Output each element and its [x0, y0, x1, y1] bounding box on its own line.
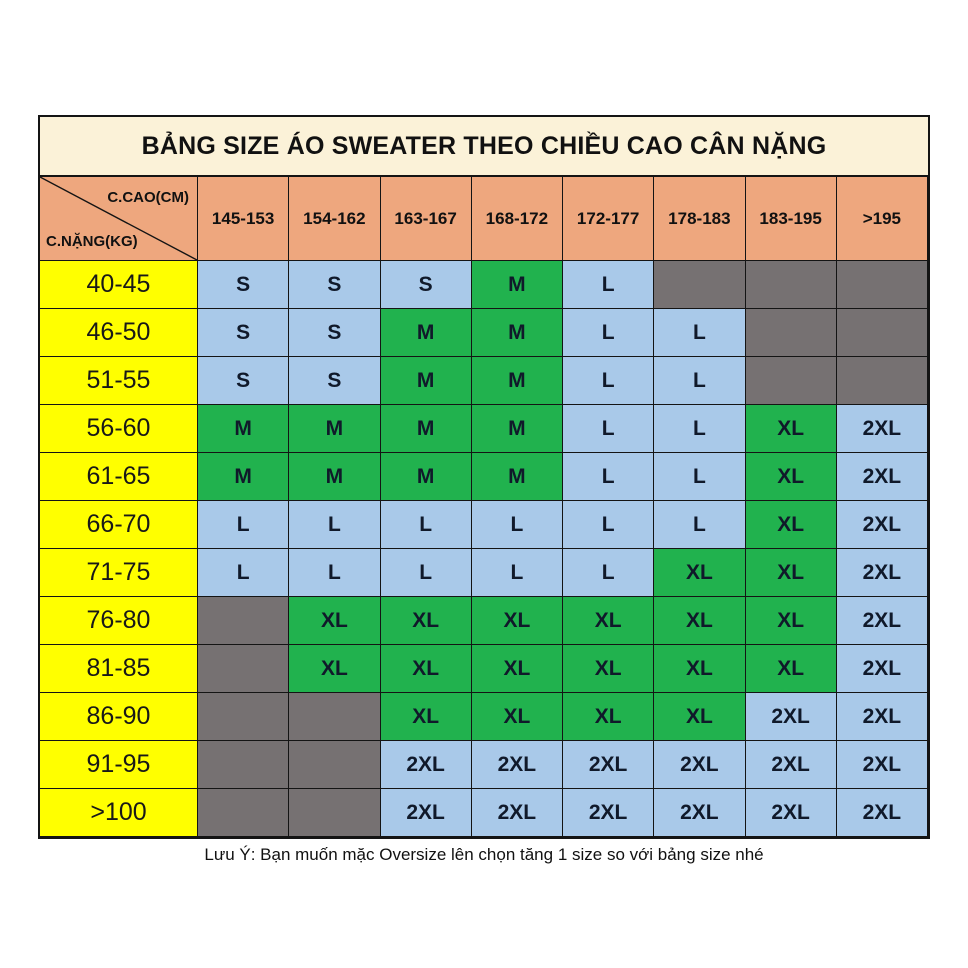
size-cell: 2XL: [654, 741, 745, 789]
size-cell: M: [381, 357, 472, 405]
size-cell: L: [472, 549, 563, 597]
size-cell: L: [563, 453, 654, 501]
weight-row-header: 91-95: [40, 741, 198, 789]
size-cell: S: [381, 261, 472, 309]
empty-cell: [837, 309, 928, 357]
size-cell: XL: [563, 693, 654, 741]
size-cell: M: [198, 453, 289, 501]
size-cell: L: [472, 501, 563, 549]
empty-cell: [198, 741, 289, 789]
size-cell: 2XL: [472, 741, 563, 789]
size-cell: L: [381, 549, 472, 597]
size-cell: M: [381, 405, 472, 453]
size-cell: XL: [746, 597, 837, 645]
size-cell: M: [289, 405, 380, 453]
height-col-header: 163-167: [381, 177, 472, 261]
height-col-header: 168-172: [472, 177, 563, 261]
empty-cell: [289, 741, 380, 789]
empty-cell: [198, 789, 289, 837]
size-cell: 2XL: [381, 741, 472, 789]
corner-header-cell: [40, 177, 198, 261]
size-cell: S: [198, 357, 289, 405]
size-cell: XL: [381, 693, 472, 741]
size-cell: 2XL: [746, 741, 837, 789]
size-cell: L: [381, 501, 472, 549]
size-cell: 2XL: [837, 597, 928, 645]
height-col-header: 183-195: [746, 177, 837, 261]
size-cell: S: [289, 357, 380, 405]
weight-row-header: 71-75: [40, 549, 198, 597]
height-col-header: >195: [837, 177, 928, 261]
empty-cell: [289, 693, 380, 741]
size-cell: L: [563, 309, 654, 357]
size-cell: XL: [381, 597, 472, 645]
size-cell: 2XL: [837, 789, 928, 837]
size-cell: 2XL: [837, 453, 928, 501]
size-cell: L: [563, 501, 654, 549]
size-cell: 2XL: [837, 741, 928, 789]
weight-row-header: 61-65: [40, 453, 198, 501]
empty-cell: [837, 357, 928, 405]
height-col-header: 145-153: [198, 177, 289, 261]
size-cell: S: [289, 261, 380, 309]
weight-row-header: 66-70: [40, 501, 198, 549]
size-cell: 2XL: [837, 549, 928, 597]
footer-note: Lưu Ý: Bạn muốn mặc Oversize lên chọn tăng 1 size so với bảng size nhé: [204, 845, 764, 864]
size-cell: XL: [289, 645, 380, 693]
size-cell: XL: [381, 645, 472, 693]
size-cell: 2XL: [837, 645, 928, 693]
size-cell: XL: [746, 453, 837, 501]
size-cell: XL: [289, 597, 380, 645]
size-cell: XL: [654, 549, 745, 597]
empty-cell: [198, 693, 289, 741]
empty-cell: [198, 645, 289, 693]
size-cell: M: [472, 309, 563, 357]
size-cell: XL: [654, 693, 745, 741]
size-cell: XL: [472, 597, 563, 645]
size-cell: 2XL: [746, 789, 837, 837]
empty-cell: [746, 309, 837, 357]
size-cell: S: [198, 309, 289, 357]
height-col-header: 154-162: [289, 177, 380, 261]
size-cell: 2XL: [837, 501, 928, 549]
height-col-header: 172-177: [563, 177, 654, 261]
size-cell: M: [289, 453, 380, 501]
size-cell: M: [381, 453, 472, 501]
size-cell: L: [654, 501, 745, 549]
height-col-header: 178-183: [654, 177, 745, 261]
corner-weight-label: C.NẶNG(KG): [46, 233, 138, 250]
size-cell: L: [654, 405, 745, 453]
size-cell: L: [198, 501, 289, 549]
size-cell: L: [289, 501, 380, 549]
size-cell: M: [472, 405, 563, 453]
size-cell: M: [472, 453, 563, 501]
size-cell: XL: [563, 597, 654, 645]
weight-row-header: 76-80: [40, 597, 198, 645]
weight-row-header: 81-85: [40, 645, 198, 693]
weight-row-header: >100: [40, 789, 198, 837]
size-cell: XL: [746, 501, 837, 549]
size-cell: L: [654, 357, 745, 405]
size-cell: L: [563, 405, 654, 453]
size-cell: 2XL: [472, 789, 563, 837]
size-cell: XL: [746, 405, 837, 453]
size-cell: 2XL: [837, 693, 928, 741]
size-cell: 2XL: [746, 693, 837, 741]
weight-row-header: 40-45: [40, 261, 198, 309]
empty-cell: [746, 357, 837, 405]
size-cell: L: [654, 309, 745, 357]
empty-cell: [837, 261, 928, 309]
size-cell: L: [198, 549, 289, 597]
size-cell: L: [654, 453, 745, 501]
size-cell: L: [563, 261, 654, 309]
size-cell: XL: [563, 645, 654, 693]
empty-cell: [746, 261, 837, 309]
size-cell: XL: [654, 597, 745, 645]
size-cell: M: [472, 261, 563, 309]
size-chart-table: [38, 115, 930, 839]
size-cell: M: [198, 405, 289, 453]
chart-title: BẢNG SIZE ÁO SWEATER THEO CHIỀU CAO CÂN NẶNG: [40, 117, 928, 177]
size-cell: L: [289, 549, 380, 597]
size-cell: 2XL: [381, 789, 472, 837]
size-cell: L: [563, 549, 654, 597]
size-cell: XL: [746, 549, 837, 597]
size-cell: 2XL: [837, 405, 928, 453]
size-cell: S: [289, 309, 380, 357]
size-cell: 2XL: [563, 789, 654, 837]
weight-row-header: 86-90: [40, 693, 198, 741]
size-grid: [40, 177, 928, 837]
size-cell: 2XL: [563, 741, 654, 789]
size-cell: XL: [472, 645, 563, 693]
weight-row-header: 46-50: [40, 309, 198, 357]
weight-row-header: 56-60: [40, 405, 198, 453]
size-cell: M: [472, 357, 563, 405]
size-cell: XL: [472, 693, 563, 741]
empty-cell: [198, 597, 289, 645]
size-cell: XL: [654, 645, 745, 693]
size-cell: XL: [746, 645, 837, 693]
size-cell: L: [563, 357, 654, 405]
size-cell: M: [381, 309, 472, 357]
size-cell: 2XL: [654, 789, 745, 837]
weight-row-header: 51-55: [40, 357, 198, 405]
empty-cell: [289, 789, 380, 837]
size-cell: S: [198, 261, 289, 309]
empty-cell: [654, 261, 745, 309]
corner-height-label: C.CAO(CM): [107, 189, 189, 206]
